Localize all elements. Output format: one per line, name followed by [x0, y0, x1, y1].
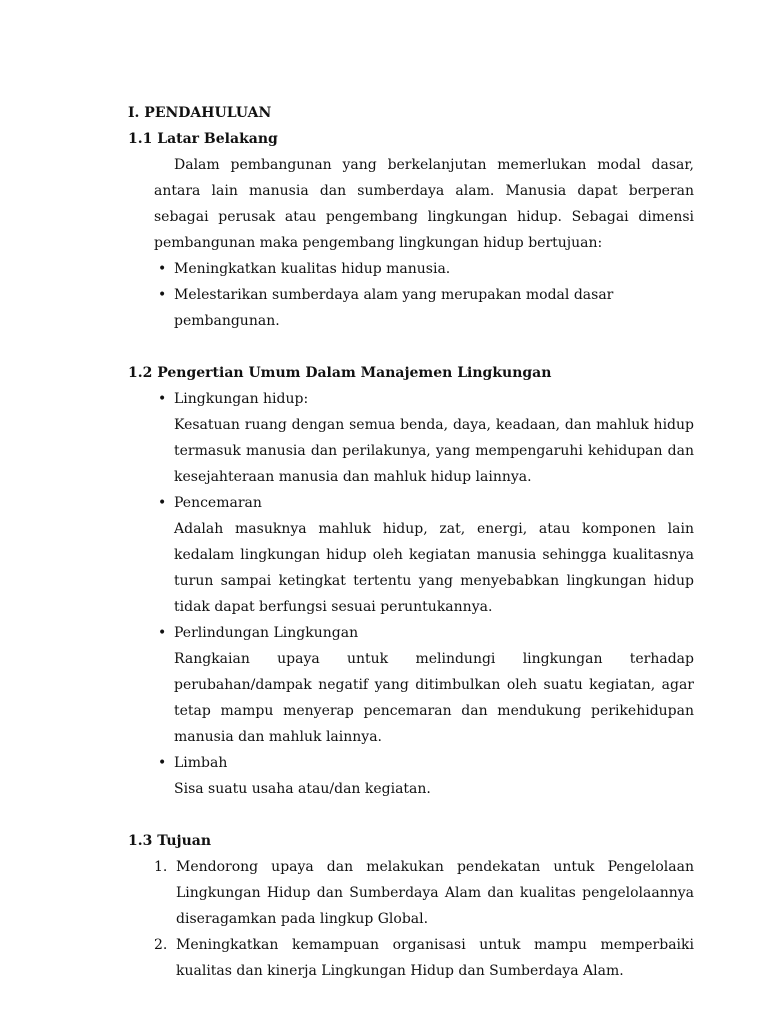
definition-item [154, 490, 694, 620]
numbered-item [154, 854, 694, 932]
definition-term: • Limbah [174, 755, 228, 771]
definition-description: Kesatuan ruang dengan semua benda, daya, keadaan, dan mahluk hidup termasuk manusia dan perilakunya, yang mempengaruhi kehidupan dan kesejahteraan manusia dan mahluk hidup lainnya. [174, 417, 694, 485]
definition-description: Sisa suatu usaha atau/dan kegiatan. [174, 781, 431, 797]
item-text: Meningkatkan kemampuan organisasi untuk mampu memperbaiki kualitas dan kinerja Lingkungan Hidup dan Sumberdaya Alam. [176, 937, 694, 979]
document-content [128, 100, 694, 984]
spacer [128, 334, 694, 360]
section-2-title: 1.2 Pengertian Umum Dalam Manajemen Lingkungan [128, 365, 552, 381]
section-3-title: 1.3 Tujuan [128, 833, 212, 849]
definition-item [154, 386, 694, 490]
definition-item [154, 620, 694, 750]
definition-term: • Perlindungan Lingkungan [174, 625, 359, 641]
section-1-title: 1.1 Latar Belakang [128, 131, 278, 147]
item-number: 1. [154, 859, 168, 875]
list-item: • Melestarikan sumberdaya alam yang merupakan modal dasar pembangunan. [154, 282, 694, 334]
definition-item [154, 750, 694, 802]
item-text: Mendorong upaya dan melakukan pendekatan untuk Pengelolaan Lingkungan Hidup dan Sumberdaya Alam dan kualitas pengelolaannya diseragamkan pada lingkup Global. [176, 859, 694, 927]
definition-description: Rangkaian upaya untuk melindungi lingkungan terhadap perubahan/dampak negatif yang ditimbulkan oleh suatu kegiatan, agar tetap mampu menyerap pencemaran dan mendukung perikehidupan manusia dan mahluk lainnya. [174, 651, 694, 745]
numbered-item [154, 932, 694, 984]
definition-term: • Pencemaran [174, 495, 262, 511]
chapter-heading: I. PENDAHULUAN [128, 105, 272, 121]
definition-list [128, 386, 694, 802]
definition-term: • Lingkungan hidup: [174, 391, 309, 407]
section-1-paragraph: Dalam pembangunan yang berkelanjutan memerlukan modal dasar, antara lain manusia dan sumberdaya alam. Manusia dapat berperan sebagai perusak atau pengembang lingkungan hidup. Sebagai dimensi pembangunan maka pengembang lingkungan hidup bertujuan: [154, 157, 694, 251]
item-number: 2. [154, 937, 168, 953]
spacer [128, 802, 694, 828]
list-item: • Meningkatkan kualitas hidup manusia. [154, 256, 694, 282]
definition-description: Adalah masuknya mahluk hidup, zat, energi, atau komponen lain kedalam lingkungan hidup oleh kegiatan manusia sehingga kualitasnya turun sampai ketingkat tertentu yang menyebabkan lingkungan hidup tidak dapat berfungsi sesuai peruntukannya. [174, 521, 694, 615]
section-1-bullet-list [128, 256, 694, 334]
numbered-list [128, 854, 694, 984]
